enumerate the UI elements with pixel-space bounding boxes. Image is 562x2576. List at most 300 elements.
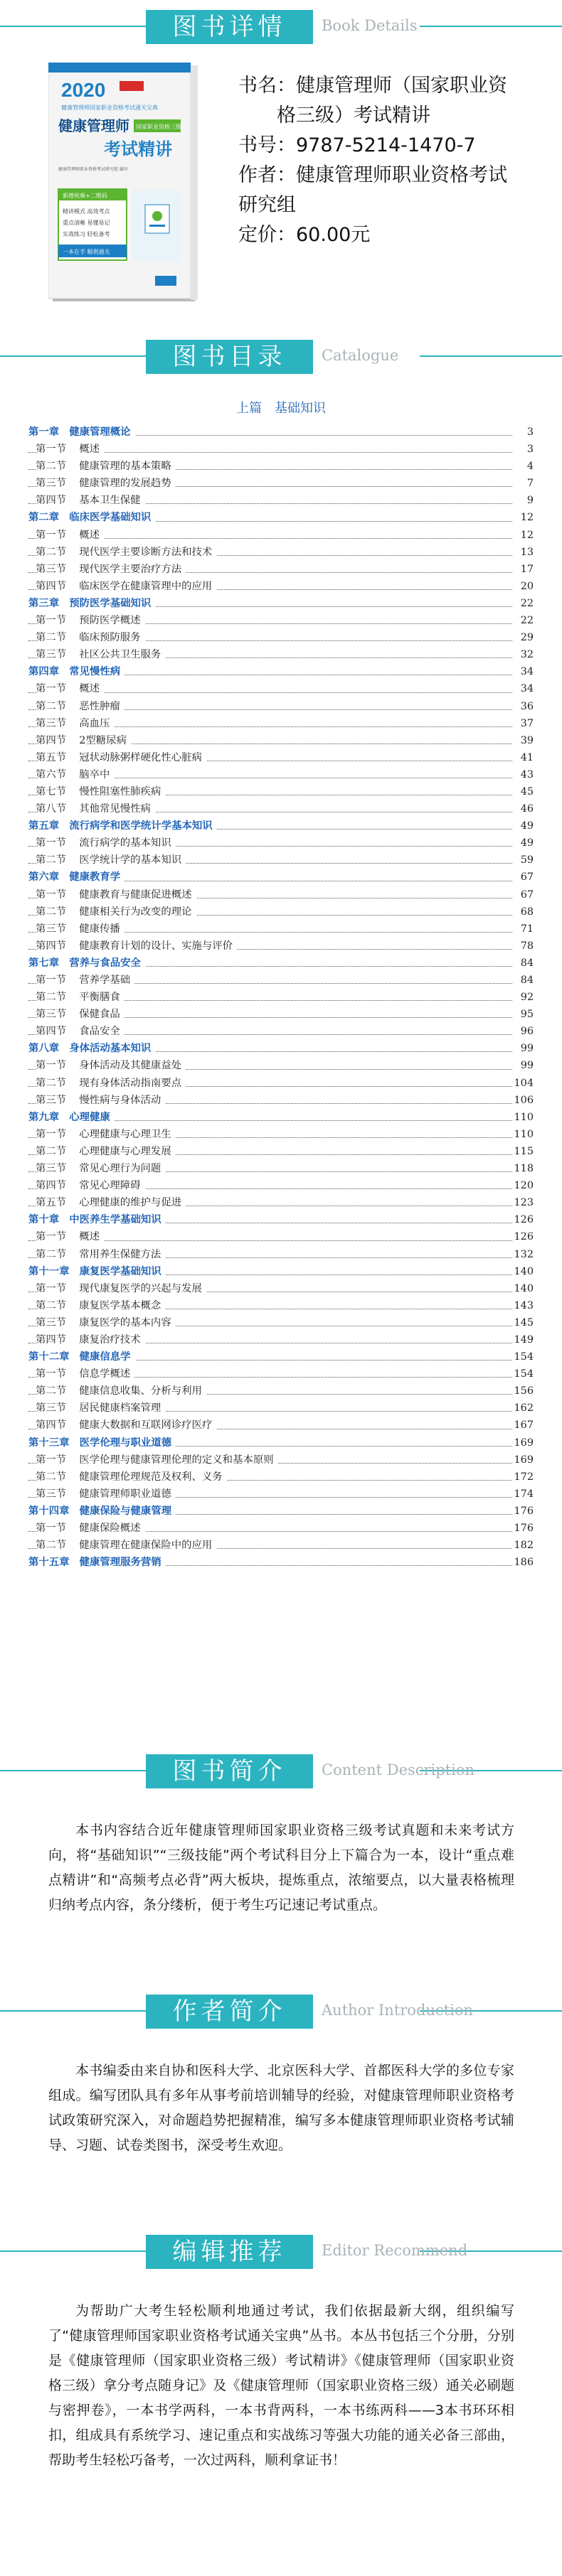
toc-number: 第一节 bbox=[36, 1060, 67, 1072]
toc-label bbox=[28, 1554, 166, 1571]
toc-title: 常用养生保健方法 bbox=[79, 1248, 161, 1260]
toc-page-number: 13 bbox=[512, 544, 534, 561]
toc-title: 常见心理障碍 bbox=[79, 1180, 141, 1192]
toc-title: 营养与食品安全 bbox=[69, 957, 141, 969]
toc-page-number: 29 bbox=[512, 629, 534, 646]
book-title-line1: 书名：健康管理师（国家职业资 bbox=[238, 75, 507, 97]
toc-page-number: 169 bbox=[512, 1451, 534, 1469]
toc-chapter-row bbox=[28, 509, 534, 526]
toc-title: 现代康复医学的兴起与发展 bbox=[79, 1282, 202, 1294]
toc-label bbox=[36, 1520, 145, 1537]
header-rule-right bbox=[420, 355, 562, 357]
toc-title: 健康管理在健康保险中的应用 bbox=[79, 1540, 213, 1552]
toc-section-row bbox=[28, 749, 534, 766]
toc-title: 现有身体活动指南要点 bbox=[79, 1077, 182, 1089]
book-isbn: 书号：9787-5214-1470-7 bbox=[238, 134, 476, 156]
toc-number: 第三节 bbox=[36, 1163, 67, 1175]
toc-label bbox=[28, 595, 155, 612]
section-subtitle: Editor Recommend bbox=[322, 2242, 468, 2259]
toc-number: 第十二章 bbox=[28, 1351, 70, 1363]
toc-number: 第四章 bbox=[28, 666, 60, 678]
toc-page-number: 106 bbox=[512, 1092, 534, 1109]
toc-section-row bbox=[28, 766, 534, 783]
toc-title: 冠状动脉粥样硬化性心脏病 bbox=[79, 751, 202, 763]
toc-section-row bbox=[28, 475, 534, 492]
toc-page-number: 176 bbox=[512, 1520, 534, 1537]
cover-series: 健康管理师国家职业资格考试通关宝典 bbox=[61, 104, 158, 111]
catalogue-header bbox=[0, 340, 562, 377]
toc-section-row bbox=[28, 1314, 534, 1331]
toc-label bbox=[36, 1160, 165, 1177]
toc-number: 第一节 bbox=[36, 615, 67, 627]
toc-title: 基本卫生保健 bbox=[79, 495, 141, 507]
toc-label bbox=[36, 989, 124, 1006]
toc-page-number: 186 bbox=[512, 1554, 534, 1571]
toc-section-row bbox=[28, 1537, 534, 1554]
toc-section-row bbox=[28, 1194, 534, 1211]
toc-title: 临床医学在健康管理中的应用 bbox=[79, 580, 213, 592]
toc-label bbox=[36, 1143, 176, 1160]
toc-title: 2型糖尿病 bbox=[79, 734, 127, 746]
toc-number: 第二节 bbox=[36, 1299, 67, 1311]
toc-label bbox=[36, 1400, 165, 1417]
toc-number: 第八章 bbox=[28, 1043, 60, 1055]
toc-title: 社区公共卫生服务 bbox=[79, 649, 161, 661]
toc-number: 第一节 bbox=[36, 1128, 67, 1140]
toc-label bbox=[36, 766, 114, 783]
toc-chapter-row bbox=[28, 1263, 534, 1280]
toc-section-row bbox=[28, 441, 534, 458]
toc-label bbox=[36, 783, 165, 800]
toc-section-row bbox=[28, 646, 534, 663]
toc-label bbox=[36, 1383, 206, 1400]
toc-label bbox=[36, 1314, 176, 1331]
toc-label bbox=[36, 1092, 165, 1109]
toc-label bbox=[36, 732, 131, 749]
toc-label bbox=[36, 1486, 176, 1503]
toc-title: 流行病学和医学统计学基本知识 bbox=[69, 820, 213, 832]
toc-label bbox=[36, 458, 176, 475]
toc-number: 第一节 bbox=[36, 837, 67, 849]
toc-page-number: 4 bbox=[512, 458, 534, 475]
toc-label bbox=[28, 1109, 115, 1126]
toc-title: 平衡膳食 bbox=[79, 992, 120, 1004]
toc-title: 现代医学主要诊断方法和技术 bbox=[79, 546, 213, 558]
section-subtitle: Book Details bbox=[322, 17, 418, 34]
toc-page-number: 169 bbox=[512, 1434, 534, 1451]
toc-label bbox=[36, 1126, 176, 1143]
toc-section-row bbox=[28, 492, 534, 509]
toc-title: 临床预防服务 bbox=[79, 632, 141, 644]
toc-page-number: 84 bbox=[512, 972, 534, 989]
toc-page-number: 149 bbox=[512, 1331, 534, 1348]
toc-label bbox=[36, 1194, 186, 1211]
toc-number: 第四节 bbox=[36, 940, 67, 952]
toc-chapter-row bbox=[28, 595, 534, 612]
toc-label bbox=[36, 680, 104, 697]
toc-page-number: 12 bbox=[512, 509, 534, 526]
toc-number: 第六章 bbox=[28, 871, 60, 884]
toc-title: 信息学概述 bbox=[79, 1368, 131, 1380]
toc-title: 临床医学基础知识 bbox=[69, 512, 152, 524]
toc-number: 第四节 bbox=[36, 1180, 67, 1192]
toc-title: 健康管理伦理规范及权利、义务 bbox=[79, 1471, 223, 1483]
toc-title: 医学伦理与职业道德 bbox=[79, 1437, 172, 1449]
toc-title: 慢性阻塞性肺疾病 bbox=[79, 785, 161, 798]
toc-number: 第五节 bbox=[36, 751, 67, 763]
toc-page-number: 17 bbox=[512, 561, 534, 578]
toc-page-number: 32 bbox=[512, 646, 534, 663]
toc-number: 第六节 bbox=[36, 768, 67, 780]
toc-title: 中医养生学基础知识 bbox=[69, 1214, 161, 1226]
toc-label bbox=[28, 1503, 176, 1520]
toc-number: 第四节 bbox=[36, 734, 67, 746]
toc-title: 健康管理概论 bbox=[69, 426, 131, 438]
toc-page-number: 84 bbox=[512, 955, 534, 972]
cover-level: 国家职业资格三级 bbox=[136, 124, 181, 130]
section-title: 作者简介 bbox=[146, 1995, 313, 2029]
toc-number: 第十四章 bbox=[28, 1505, 70, 1517]
toc-number: 第一节 bbox=[36, 1231, 67, 1243]
toc-title: 概述 bbox=[79, 683, 100, 695]
toc-section-row bbox=[28, 1092, 534, 1109]
header-rule-left bbox=[0, 2010, 146, 2012]
toc-number: 第二节 bbox=[36, 992, 67, 1004]
toc-page-number: 37 bbox=[512, 715, 534, 732]
toc-section-row bbox=[28, 732, 534, 749]
toc-label bbox=[36, 612, 145, 629]
toc-title: 健康传播 bbox=[79, 923, 120, 935]
toc-title: 健康教育与健康促进概述 bbox=[79, 889, 192, 901]
toc-chapter-row bbox=[28, 1109, 534, 1126]
toc-title: 健康教育计划的设计、实施与评价 bbox=[79, 940, 233, 952]
toc-number: 第二节 bbox=[36, 1145, 67, 1157]
toc-section-row bbox=[28, 458, 534, 475]
toc-page-number: 9 bbox=[512, 492, 534, 509]
toc-number: 第十一章 bbox=[28, 1265, 70, 1277]
toc-title: 康复医学基本概念 bbox=[79, 1299, 161, 1311]
toc-part-title: 上篇 基础知识 bbox=[236, 401, 326, 416]
toc-title: 心理健康与心理发展 bbox=[79, 1145, 171, 1157]
toc-page-number: 49 bbox=[512, 834, 534, 852]
toc-page-number: 3 bbox=[512, 441, 534, 458]
toc-title: 恶性肿瘤 bbox=[79, 700, 120, 712]
toc-title: 健康管理服务营销 bbox=[79, 1557, 161, 1569]
toc-page-number: 36 bbox=[512, 698, 534, 715]
book-author-line2: 研究组 bbox=[238, 194, 296, 216]
editor-recommend-header bbox=[0, 2235, 562, 2272]
toc-number: 第一节 bbox=[36, 889, 67, 901]
toc-title: 概述 bbox=[79, 529, 100, 541]
toc-page-number: 96 bbox=[512, 1023, 534, 1040]
toc-label bbox=[36, 1469, 227, 1486]
toc-page-number: 176 bbox=[512, 1503, 534, 1520]
toc-label bbox=[36, 1297, 165, 1314]
toc-section-row bbox=[28, 527, 534, 544]
toc-title: 概述 bbox=[79, 444, 100, 456]
toc-section-row bbox=[28, 1486, 534, 1503]
toc-number: 第十五章 bbox=[28, 1557, 70, 1569]
toc-title: 心理健康 bbox=[69, 1111, 110, 1123]
toc-number: 第二节 bbox=[36, 632, 67, 644]
toc-label bbox=[28, 424, 135, 441]
toc-section-row bbox=[28, 989, 534, 1006]
toc-label bbox=[36, 972, 134, 989]
toc-page-number: 132 bbox=[512, 1246, 534, 1263]
toc-title: 高血压 bbox=[79, 717, 110, 729]
toc-page-number: 104 bbox=[512, 1075, 534, 1092]
toc-page-number: 174 bbox=[512, 1486, 534, 1503]
toc-section-row bbox=[28, 852, 534, 869]
toc-title: 健康相关行为改变的理论 bbox=[79, 906, 192, 918]
toc-page-number: 154 bbox=[512, 1348, 534, 1365]
toc-section-row bbox=[28, 1297, 534, 1314]
table-of-contents bbox=[28, 424, 534, 1571]
toc-page-number: 126 bbox=[512, 1211, 534, 1228]
toc-section-row bbox=[28, 800, 534, 817]
toc-label bbox=[36, 492, 145, 509]
toc-label bbox=[36, 938, 237, 955]
section-subtitle: Author Introduction bbox=[322, 2002, 474, 2019]
toc-page-number: 92 bbox=[512, 989, 534, 1006]
toc-section-row bbox=[28, 1417, 534, 1434]
toc-title: 其他常见慢性病 bbox=[79, 803, 151, 815]
toc-title: 现代医学主要治疗方法 bbox=[79, 563, 182, 575]
toc-number: 第二节 bbox=[36, 1248, 67, 1260]
toc-page-number: 39 bbox=[512, 732, 534, 749]
toc-title: 医学伦理与健康管理伦理的定义和基本原则 bbox=[79, 1454, 274, 1466]
toc-number: 第二节 bbox=[36, 700, 67, 712]
toc-label bbox=[36, 1228, 104, 1245]
cover-badge: 新增视频+二维码 bbox=[63, 193, 107, 199]
toc-label bbox=[28, 869, 124, 886]
toc-title: 常见心理行为问题 bbox=[79, 1163, 161, 1175]
toc-label bbox=[36, 646, 165, 663]
toc-page-number: 34 bbox=[512, 680, 534, 697]
toc-number: 第三节 bbox=[36, 717, 67, 729]
toc-chapter-row bbox=[28, 1554, 534, 1571]
toc-number: 第二章 bbox=[28, 512, 60, 524]
book-price: 定价：60.00元 bbox=[238, 224, 371, 246]
toc-page-number: 78 bbox=[512, 938, 534, 955]
toc-section-row bbox=[28, 1228, 534, 1245]
toc-title: 健康管理的基本策略 bbox=[79, 461, 171, 473]
toc-section-row bbox=[28, 698, 534, 715]
toc-chapter-row bbox=[28, 1348, 534, 1365]
toc-number: 第三节 bbox=[36, 923, 67, 935]
cover-point-2: 重点清晰 易懂易记 bbox=[63, 220, 110, 226]
toc-section-row bbox=[28, 1331, 534, 1348]
toc-title: 食品安全 bbox=[79, 1026, 120, 1038]
toc-label bbox=[36, 698, 124, 715]
toc-title: 心理健康与心理卫生 bbox=[79, 1128, 171, 1140]
editor-recommend-text: 为帮助广大考生轻松顺利地通过考试，我们依据最新大纲，组织编写了“健康管理师国家职业资格考试通关宝典”丛书。本丛书包括三个分册，分别是《健康管理师（国家职业资格三级）考试精讲》《健康管理师（国家职业资格三级）拿分考点随身记》及《健康管理师（国家职业资格三级）通关必刷题与密押卷》，一本书学两科，一本书背两科，一本书练两科——3本书环环相扣，组成具有系统学习、速记重点和实战练习等强大功能的通关必备三部曲，帮助考生轻松巧备考，一次过两科，顺利拿证书！ bbox=[48, 2303, 514, 2468]
toc-page-number: 172 bbox=[512, 1469, 534, 1486]
toc-title: 常见慢性病 bbox=[69, 666, 121, 678]
toc-page-number: 45 bbox=[512, 783, 534, 800]
toc-number: 第五章 bbox=[28, 820, 60, 832]
toc-page-number: 46 bbox=[512, 800, 534, 817]
toc-section-row bbox=[28, 921, 534, 938]
toc-title: 身体活动基本知识 bbox=[69, 1043, 152, 1055]
toc-section-row bbox=[28, 886, 534, 903]
toc-number: 第八节 bbox=[36, 803, 67, 815]
toc-section-row bbox=[28, 1126, 534, 1143]
toc-section-row bbox=[28, 578, 534, 595]
toc-label bbox=[36, 475, 176, 492]
toc-label bbox=[36, 886, 196, 903]
toc-section-row bbox=[28, 1143, 534, 1160]
section-title: 图书简介 bbox=[146, 1754, 313, 1788]
toc-chapter-row bbox=[28, 663, 534, 680]
toc-title: 预防医学概述 bbox=[79, 615, 141, 627]
toc-page-number: 99 bbox=[512, 1057, 534, 1074]
toc-label bbox=[36, 1023, 124, 1040]
toc-number: 第二节 bbox=[36, 906, 67, 918]
toc-label bbox=[36, 749, 206, 766]
toc-page-number: 3 bbox=[512, 424, 534, 441]
toc-title: 脑卒中 bbox=[79, 768, 110, 780]
toc-title: 健康管理的发展趋势 bbox=[79, 478, 171, 490]
toc-title: 健康管理师职业道德 bbox=[79, 1488, 171, 1500]
header-rule-left bbox=[0, 26, 146, 27]
toc-title: 慢性病与身体活动 bbox=[79, 1094, 161, 1106]
toc-page-number: 126 bbox=[512, 1228, 534, 1245]
toc-label bbox=[28, 817, 217, 834]
toc-number: 第五节 bbox=[36, 1197, 67, 1209]
toc-chapter-row bbox=[28, 869, 534, 886]
toc-number: 第二节 bbox=[36, 854, 67, 866]
toc-number: 第一节 bbox=[36, 975, 67, 986]
toc-label bbox=[36, 1075, 186, 1092]
section-title: 图书详情 bbox=[146, 10, 313, 44]
toc-page-number: 110 bbox=[512, 1109, 534, 1126]
cover-brand: 健康管理师 bbox=[58, 117, 129, 134]
toc-title: 健康信息收集、分析与利用 bbox=[79, 1385, 202, 1397]
toc-page-number: 99 bbox=[512, 1040, 534, 1057]
toc-page-number: 140 bbox=[512, 1263, 534, 1280]
toc-page-number: 123 bbox=[512, 1194, 534, 1211]
toc-page-number: 140 bbox=[512, 1280, 534, 1297]
toc-title: 康复治疗技术 bbox=[79, 1333, 141, 1346]
toc-number: 第九章 bbox=[28, 1111, 60, 1123]
toc-number: 第二节 bbox=[36, 1385, 67, 1397]
toc-chapter-row bbox=[28, 1503, 534, 1520]
toc-number: 第二节 bbox=[36, 461, 67, 473]
toc-number: 第三节 bbox=[36, 1488, 67, 1500]
toc-page-number: 20 bbox=[512, 578, 534, 595]
toc-number: 第二节 bbox=[36, 546, 67, 558]
toc-label bbox=[36, 544, 216, 561]
toc-label bbox=[28, 663, 124, 680]
header-rule-left bbox=[0, 1770, 146, 1771]
content-description-header bbox=[0, 1754, 562, 1791]
toc-section-row bbox=[28, 629, 534, 646]
toc-label bbox=[28, 1211, 166, 1228]
section-title: 图书目录 bbox=[146, 340, 313, 374]
toc-number: 第三节 bbox=[36, 1094, 67, 1106]
toc-section-row bbox=[28, 1006, 534, 1023]
toc-label bbox=[36, 1177, 145, 1194]
toc-title: 康复医学基础知识 bbox=[79, 1265, 161, 1277]
toc-section-row bbox=[28, 1365, 534, 1383]
toc-title: 健康保险与健康管理 bbox=[79, 1505, 172, 1517]
toc-label bbox=[28, 1263, 166, 1280]
toc-title: 康复医学的基本内容 bbox=[79, 1316, 171, 1329]
toc-label bbox=[28, 1040, 155, 1057]
toc-title: 营养学基础 bbox=[79, 975, 131, 986]
toc-section-row bbox=[28, 1400, 534, 1417]
toc-number: 第一节 bbox=[36, 529, 67, 541]
toc-title: 预防医学基础知识 bbox=[69, 597, 152, 609]
toc-number: 第三节 bbox=[36, 1402, 67, 1415]
toc-section-row bbox=[28, 1177, 534, 1194]
toc-page-number: 154 bbox=[512, 1365, 534, 1383]
toc-label bbox=[36, 578, 216, 595]
toc-title: 医学统计学的基本知识 bbox=[79, 854, 182, 866]
toc-label bbox=[36, 1280, 206, 1297]
toc-label bbox=[36, 834, 176, 852]
toc-title: 健康大数据和互联网诊疗医疗 bbox=[79, 1420, 213, 1432]
toc-label bbox=[36, 1417, 216, 1434]
toc-label bbox=[36, 1537, 216, 1554]
toc-title: 身体活动及其健康益处 bbox=[79, 1060, 182, 1072]
toc-section-row bbox=[28, 1246, 534, 1263]
toc-page-number: 12 bbox=[512, 527, 534, 544]
toc-page-number: 7 bbox=[512, 475, 534, 492]
toc-chapter-row bbox=[28, 1040, 534, 1057]
toc-section-row bbox=[28, 1469, 534, 1486]
toc-label bbox=[36, 1246, 165, 1263]
author-introduction-text: 本书编委由来自协和医科大学、北京医科大学、首都医科大学的多位专家组成。编写团队具有多年从事考前培训辅导的经验，对健康管理师职业资格考试政策研究深入，对命题趋势把握精准，编写多本健康管理师职业资格考试辅导、习题、试卷类图书，深受考生欢迎。 bbox=[48, 2063, 514, 2153]
toc-label bbox=[36, 629, 145, 646]
cover-tagline: 一本在手 顺利通关 bbox=[63, 249, 110, 255]
toc-label bbox=[36, 527, 104, 544]
toc-title: 概述 bbox=[79, 1231, 100, 1243]
toc-number: 第一节 bbox=[36, 1523, 67, 1534]
toc-number: 第三节 bbox=[36, 1009, 67, 1021]
cover-author: 健康管理师职业资格考试研究组 编写 bbox=[58, 167, 128, 172]
toc-label bbox=[36, 561, 186, 578]
toc-chapter-row bbox=[28, 424, 534, 441]
toc-label bbox=[36, 1451, 278, 1469]
toc-section-row bbox=[28, 1075, 534, 1092]
toc-page-number: 41 bbox=[512, 749, 534, 766]
toc-number: 第三章 bbox=[28, 597, 60, 609]
toc-label bbox=[28, 955, 145, 972]
toc-page-number: 145 bbox=[512, 1314, 534, 1331]
toc-label bbox=[36, 903, 196, 921]
toc-number: 第二节 bbox=[36, 1077, 67, 1089]
header-rule-left bbox=[0, 2250, 146, 2252]
toc-number: 第三节 bbox=[36, 478, 67, 490]
cover-point-1: 精讲模式 高效考点 bbox=[63, 208, 110, 215]
toc-section-row bbox=[28, 972, 534, 989]
toc-label bbox=[36, 441, 104, 458]
cover-title: 考试精讲 bbox=[104, 139, 172, 159]
toc-number: 第四节 bbox=[36, 1026, 67, 1038]
toc-section-row bbox=[28, 1023, 534, 1040]
toc-label bbox=[36, 921, 124, 938]
toc-label bbox=[28, 1434, 176, 1451]
toc-number: 第七章 bbox=[28, 957, 60, 969]
toc-title: 居民健康档案管理 bbox=[79, 1402, 161, 1415]
header-rule-right bbox=[420, 26, 562, 27]
cover-year: 2020 bbox=[61, 79, 106, 101]
book-author-line1: 作者：健康管理师职业资格考试 bbox=[238, 164, 507, 186]
toc-number: 第二节 bbox=[36, 1540, 67, 1552]
toc-section-row bbox=[28, 715, 534, 732]
